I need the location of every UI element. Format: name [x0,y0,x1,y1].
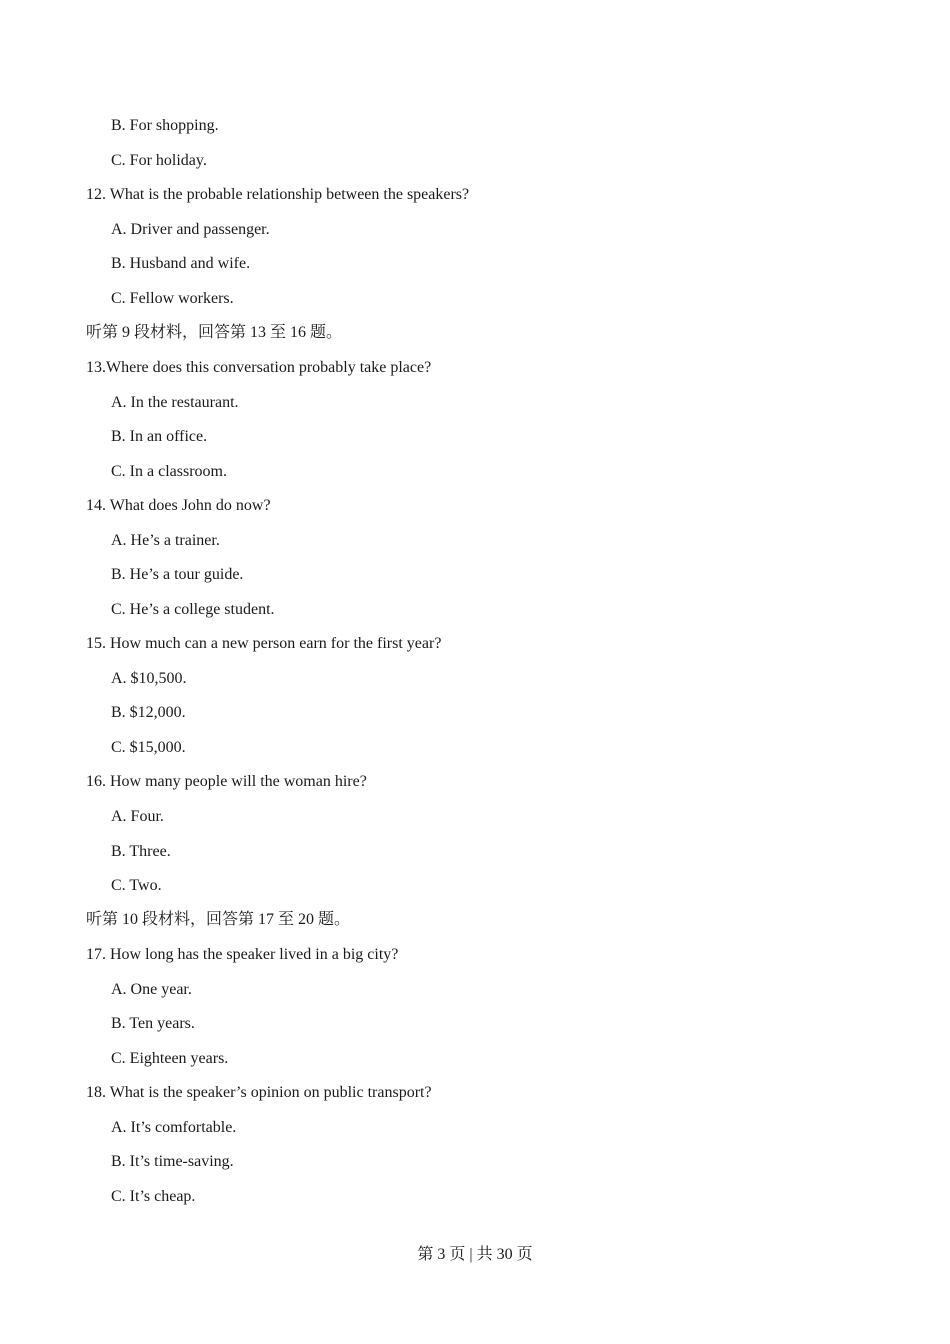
option-17b: B. Ten years. [111,1015,195,1032]
option-15a: A. $10,500. [111,670,187,687]
option-15b: B. $12,000. [111,704,186,721]
option-18a: A. It’s comfortable. [111,1119,237,1136]
question-12: 12. What is the probable relationship between the speakers? [86,186,470,203]
option-13c: C. In a classroom. [111,463,227,480]
option-13a: A. In the restaurant. [111,394,239,411]
question-15: 15. How much can a new person earn for the first year? [86,635,442,652]
option-12a: A. Driver and passenger. [111,221,270,238]
question-17: 17. How long has the speaker lived in a big city? [86,946,399,963]
option-11b: B. For shopping. [111,117,219,134]
option-17a: A. One year. [111,981,192,998]
option-14a: A. He’s a trainer. [111,532,220,549]
option-18b: B. It’s time-saving. [111,1153,234,1170]
option-16c: C. Two. [111,877,162,894]
option-11c: C. For holiday. [111,152,207,169]
question-18: 18. What is the speaker’s opinion on public transport? [86,1084,432,1101]
section-instruction-10: 听第 10 段材料，回答第 17 至 20 题。 [86,911,351,928]
option-12c: C. Fellow workers. [111,290,234,307]
option-16b: B. Three. [111,843,171,860]
option-16a: A. Four. [111,808,164,825]
question-14: 14. What does John do now? [86,497,271,514]
question-16: 16. How many people will the woman hire? [86,773,367,790]
option-15c: C. $15,000. [111,739,186,756]
page-footer: 第 3 页 | 共 30 页 [417,1246,533,1263]
option-12b: B. Husband and wife. [111,255,251,272]
option-14c: C. He’s a college student. [111,601,275,618]
option-18c: C. It’s cheap. [111,1188,196,1205]
section-instruction-9: 听第 9 段材料，回答第 13 至 16 题。 [86,324,343,341]
option-13b: B. In an office. [111,428,208,445]
question-13: 13.Where does this conversation probably take place? [86,359,432,376]
option-14b: B. He’s a tour guide. [111,566,244,583]
option-17c: C. Eighteen years. [111,1050,229,1067]
